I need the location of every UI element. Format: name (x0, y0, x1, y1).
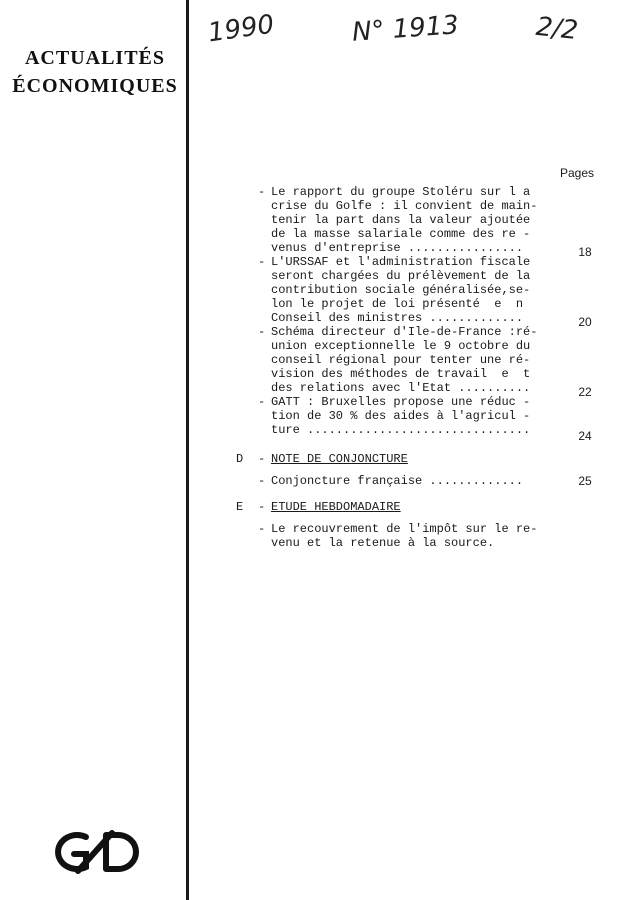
entry-dash: - (258, 325, 266, 339)
entry-text (271, 255, 531, 325)
entry-page-number: 22 (578, 385, 592, 399)
entry-line: lon le projet de loi présenté e n (271, 297, 524, 311)
masthead (0, 44, 190, 100)
section-dash: - (258, 500, 266, 514)
entry-dash: - (258, 474, 266, 488)
toc-entry (0, 255, 634, 327)
toc-entry (0, 185, 634, 257)
entry-dash: - (258, 395, 266, 409)
entry-line: Conseil des ministres ............. (271, 311, 524, 325)
section-title: NOTE DE CONJONCTURE (271, 452, 408, 466)
entry-line: des relations avec l'Etat .......... (271, 381, 531, 395)
section-title: ETUDE HEBDOMADAIRE (271, 500, 401, 514)
entry-line: contribution sociale généralisée,se- (271, 283, 531, 297)
entry-line: seront chargées du prélèvement de la (271, 269, 531, 283)
toc-entry (0, 395, 634, 441)
section-item: Conjoncture française ............. (271, 474, 524, 488)
entry-dash: - (258, 185, 266, 199)
entry-line: Le recouvrement de l'impôt sur le re- (271, 522, 538, 536)
entry-line: tion de 30 % des aides à l'agricul - (271, 409, 531, 423)
entry-line: vision des méthodes de travail e t (271, 367, 531, 381)
entry-line: Le rapport du groupe Stoléru sur l a (271, 185, 531, 199)
entry-line: L'URSSAF et l'administration fiscale (271, 255, 531, 269)
entry-line: tenir la part dans la valeur ajoutée (271, 213, 531, 227)
handwritten-issue-number: N° 1913 (351, 10, 460, 48)
entry-dash: - (258, 255, 266, 269)
section-letter: E (236, 500, 244, 514)
masthead-line-2: ÉCONOMIQUES (12, 75, 178, 97)
pages-column-header: Pages (560, 166, 595, 180)
entry-page-number: 18 (578, 245, 592, 259)
section-letter: D (236, 452, 244, 466)
handwritten-sheet-number: 2/2 (534, 11, 580, 47)
handwritten-year: 1990 (206, 9, 276, 49)
entry-line: venu et la retenue à la source. (271, 536, 495, 550)
entry-line: de la masse salariale comme des re - (271, 227, 531, 241)
gd-logo (42, 827, 150, 877)
entry-line: conseil régional pour tenter une ré- (271, 353, 531, 367)
section-d (0, 452, 634, 492)
entry-text (271, 325, 538, 395)
section-e (0, 500, 634, 556)
entry-dash: - (258, 522, 266, 536)
toc-entry (0, 325, 634, 397)
entry-line: GATT : Bruxelles propose une réduc - (271, 395, 531, 409)
entry-line: crise du Golfe : il convient de main- (271, 199, 538, 213)
entry-line: Schéma directeur d'Ile-de-France :ré- (271, 325, 538, 339)
entry-page-number: 20 (578, 315, 592, 329)
entry-text (271, 522, 538, 550)
entry-page-number: 25 (578, 474, 592, 488)
section-dash: - (258, 452, 266, 466)
entry-line: ture ............................... (271, 423, 531, 437)
entry-line: venus d'entreprise ................ (271, 241, 524, 255)
entry-text (271, 395, 531, 437)
masthead-line-1: ACTUALITÉS (24, 47, 166, 69)
vertical-rule (186, 0, 189, 900)
entry-line: union exceptionnelle le 9 octobre du (271, 339, 531, 353)
entry-text (271, 185, 538, 255)
entry-page-number: 24 (578, 429, 592, 443)
